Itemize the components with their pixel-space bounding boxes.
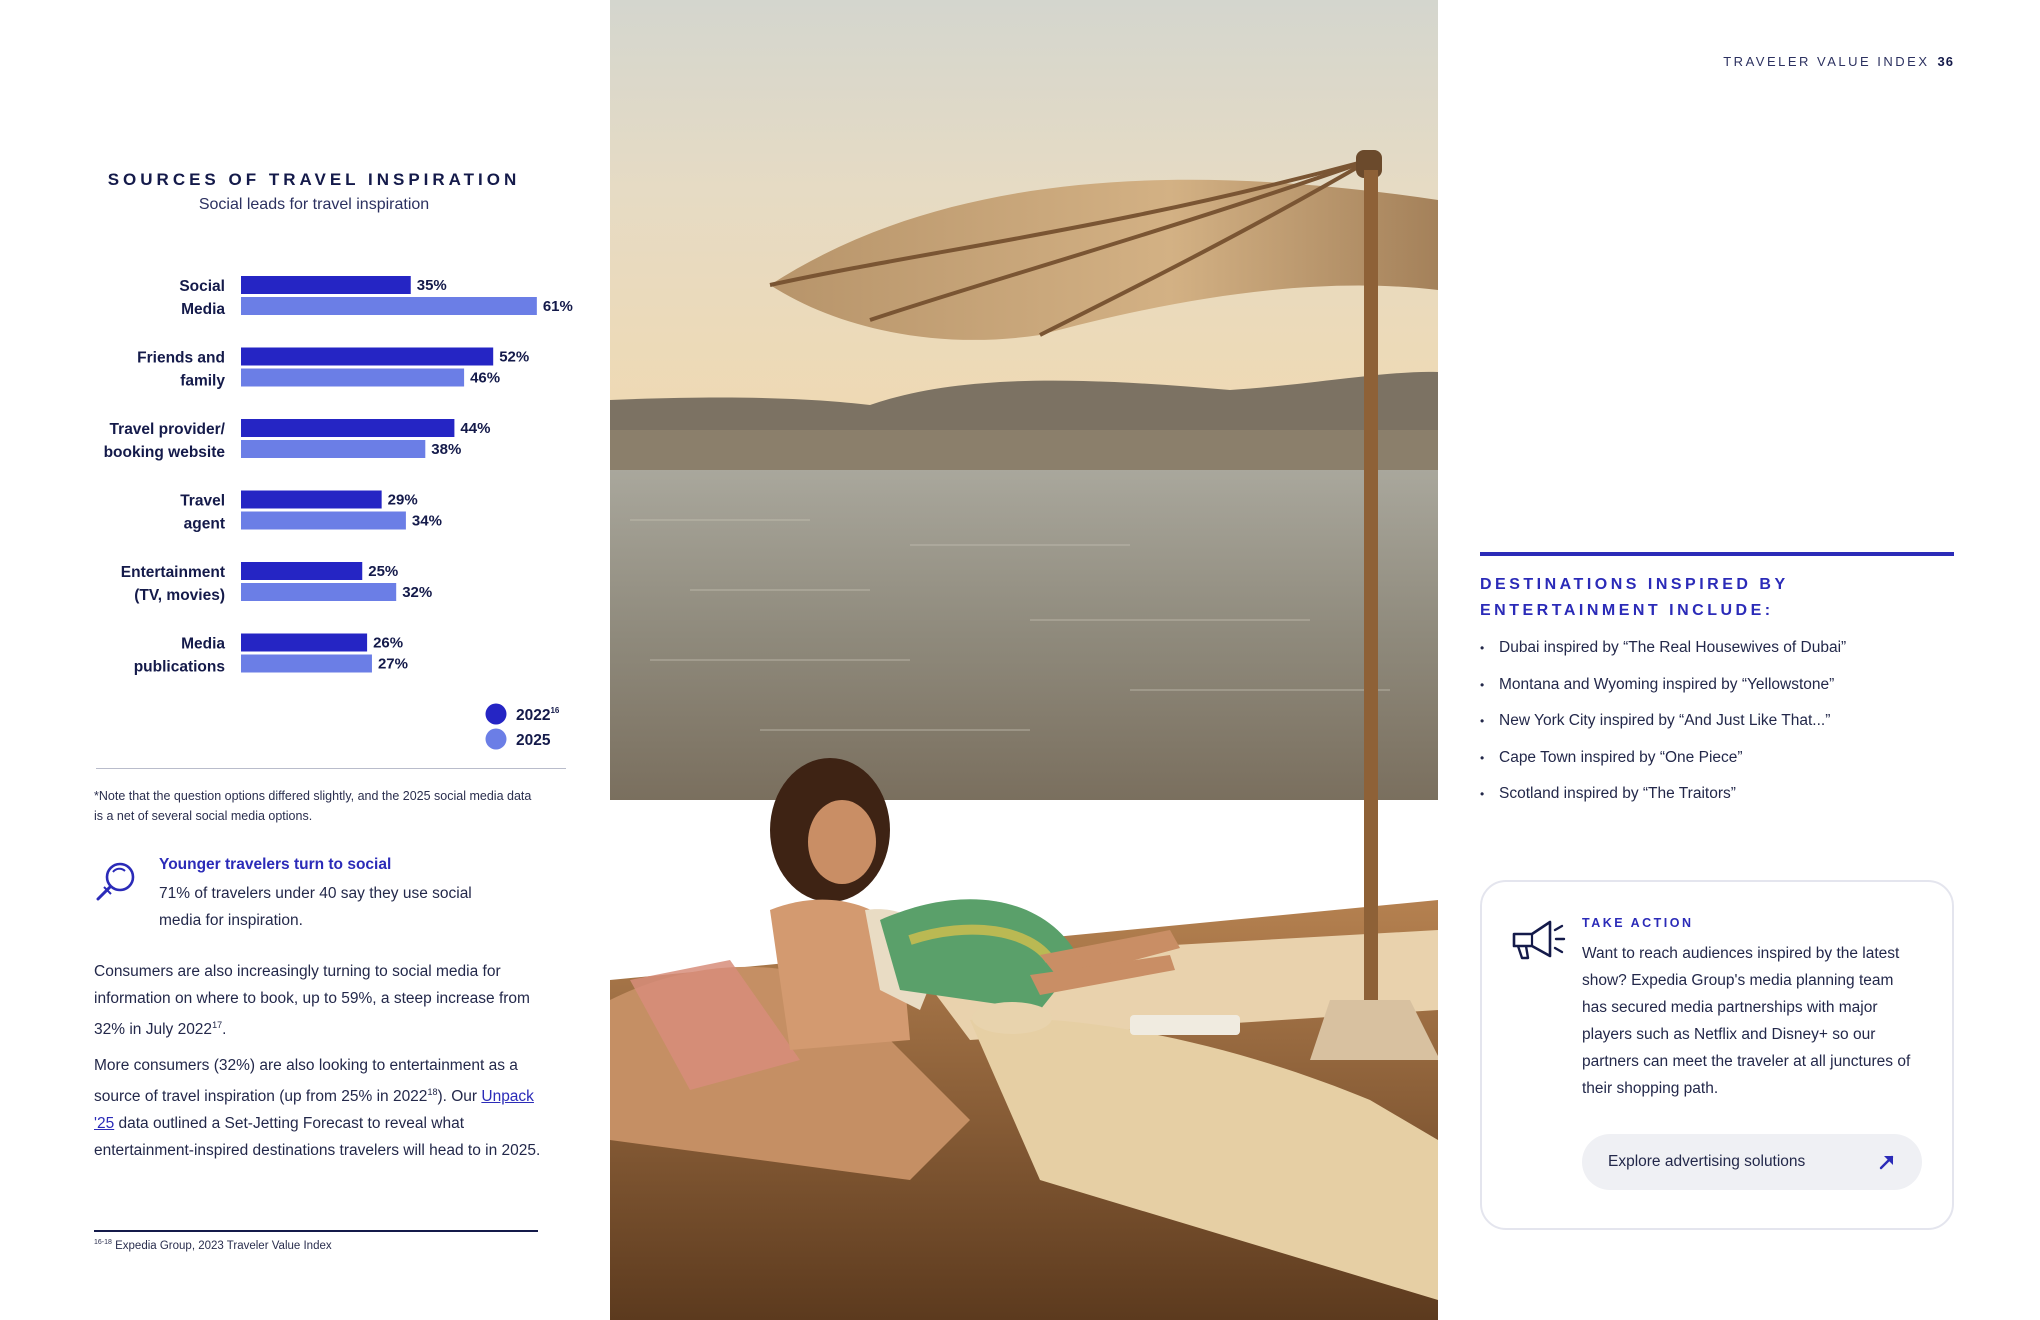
arrow-up-right-icon	[1878, 1153, 1896, 1171]
explore-advertising-label: Explore advertising solutions	[1608, 1153, 1806, 1170]
bar-2025	[241, 297, 537, 315]
data-label: 35%	[416, 277, 447, 294]
left-column	[94, 0, 574, 1320]
bar-2025	[241, 369, 464, 387]
destination-item: • Dubai inspired by “The Real Housewives of Dubai”	[1480, 638, 1954, 675]
callout-title: Younger travelers turn to social	[159, 856, 392, 873]
data-label: 34%	[411, 512, 442, 530]
bar-2025	[241, 512, 406, 530]
bar-2025	[241, 655, 372, 673]
explore-advertising-button[interactable]	[1582, 1134, 1922, 1190]
data-label: 38%	[431, 441, 462, 458]
data-label: 52%	[499, 348, 530, 366]
destinations-heading: DESTINATIONS INSPIRED BY ENTERTAINMENT INCLUDE:	[1480, 576, 1789, 619]
hero-photo	[610, 0, 1438, 1320]
category-label: Travel	[180, 492, 225, 510]
data-label: 32%	[402, 584, 433, 601]
report-header	[1723, 54, 1954, 69]
take-action-label: TAKE ACTION	[1582, 916, 1694, 930]
data-label: 29%	[387, 491, 418, 509]
report-title: TRAVELER VALUE INDEX	[1723, 54, 1930, 69]
category-label: (TV, movies)	[134, 587, 225, 604]
legend-label: 2022$^{16}$	[516, 706, 560, 724]
data-label: 25%	[368, 563, 399, 580]
beach-lounger-image	[610, 0, 1438, 1320]
megaphone-icon	[1508, 918, 1566, 962]
data-label: 27%	[377, 655, 408, 673]
data-label: 46%	[470, 369, 501, 387]
legend-swatch	[486, 729, 507, 750]
category-label: Friends and	[137, 349, 225, 367]
take-action-text: Want to reach audiences inspired by the latest show? Expedia Group's media planning team has secured media partnerships with major players such as Netflix and Disney+ so our partners can meet the traveler at all junctures of their shopping path.	[1582, 945, 1911, 1097]
unpack-link[interactable]: Unpack '25	[94, 1088, 534, 1133]
chart-title: SOURCES OF TRAVEL INSPIRATION	[107, 170, 521, 189]
chart-subtitle: Social leads for travel inspiration	[198, 196, 430, 213]
category-label: Social	[179, 278, 225, 295]
footnote: $^{16-18}$ Expedia Group, 2023 Traveler Value Index	[94, 1239, 332, 1252]
destination-item: • Montana and Wyoming inspired by “Yellowstone”	[1480, 675, 1954, 712]
paragraph-social-booking: Consumers are also increasingly turning to social media for information on where to book, up to 59%, a steep increase from 32% in July 2022$^{17}$.	[94, 963, 530, 1039]
chart-divider	[96, 768, 566, 769]
footnote-divider	[94, 1230, 538, 1232]
category-label: booking website	[103, 444, 225, 461]
bar-2025	[241, 583, 396, 601]
category-label: family	[180, 372, 225, 390]
category-label: Media	[181, 635, 225, 653]
paragraph-entertainment: More consumers (32%) are also looking to entertainment as a source of travel inspiration (up from 25% in 2022$^{18}$). Our Unpack '25 data outlined a Set-Jetting Forecast to reveal what entertainment-inspired destinations travelers will head to in 2025.	[94, 1057, 541, 1160]
category-label: Media	[181, 301, 225, 318]
legend-label: 2025	[516, 732, 551, 749]
destination-item: • Scotland inspired by “The Traitors”	[1480, 784, 1954, 821]
destinations-divider	[1480, 552, 1954, 556]
destination-item: • Cape Town inspired by “One Piece”	[1480, 748, 1954, 785]
bar-2022	[241, 634, 367, 652]
category-label: agent	[183, 515, 225, 533]
data-label: 26%	[373, 634, 404, 652]
callout-text: 71% of travelers under 40 say they use social media for inspiration.	[159, 885, 472, 929]
legend-swatch	[486, 704, 507, 725]
page-number: 36	[1937, 54, 1954, 69]
bar-2025	[241, 440, 425, 458]
bar-2022	[241, 491, 382, 509]
callout	[94, 856, 554, 936]
chart-note: *Note that the question options differed slightly, and the 2025 social media data is a net of several social media options.	[94, 789, 532, 823]
category-label: Entertainment	[120, 564, 225, 581]
bar-2022	[241, 276, 411, 294]
data-label: 44%	[460, 420, 491, 437]
data-label: 61%	[542, 298, 573, 315]
bar-2022	[241, 562, 362, 580]
bar-chart	[94, 262, 574, 752]
bar-2022	[241, 419, 454, 437]
bar-2022	[241, 348, 493, 366]
category-label: Travel provider/	[109, 421, 225, 438]
take-action-card	[1480, 880, 1954, 1230]
magnifier-icon	[94, 860, 138, 904]
destination-item: • New York City inspired by “And Just Like That...”	[1480, 711, 1954, 748]
category-label: publications	[133, 658, 225, 676]
destinations-list	[1480, 638, 1954, 821]
